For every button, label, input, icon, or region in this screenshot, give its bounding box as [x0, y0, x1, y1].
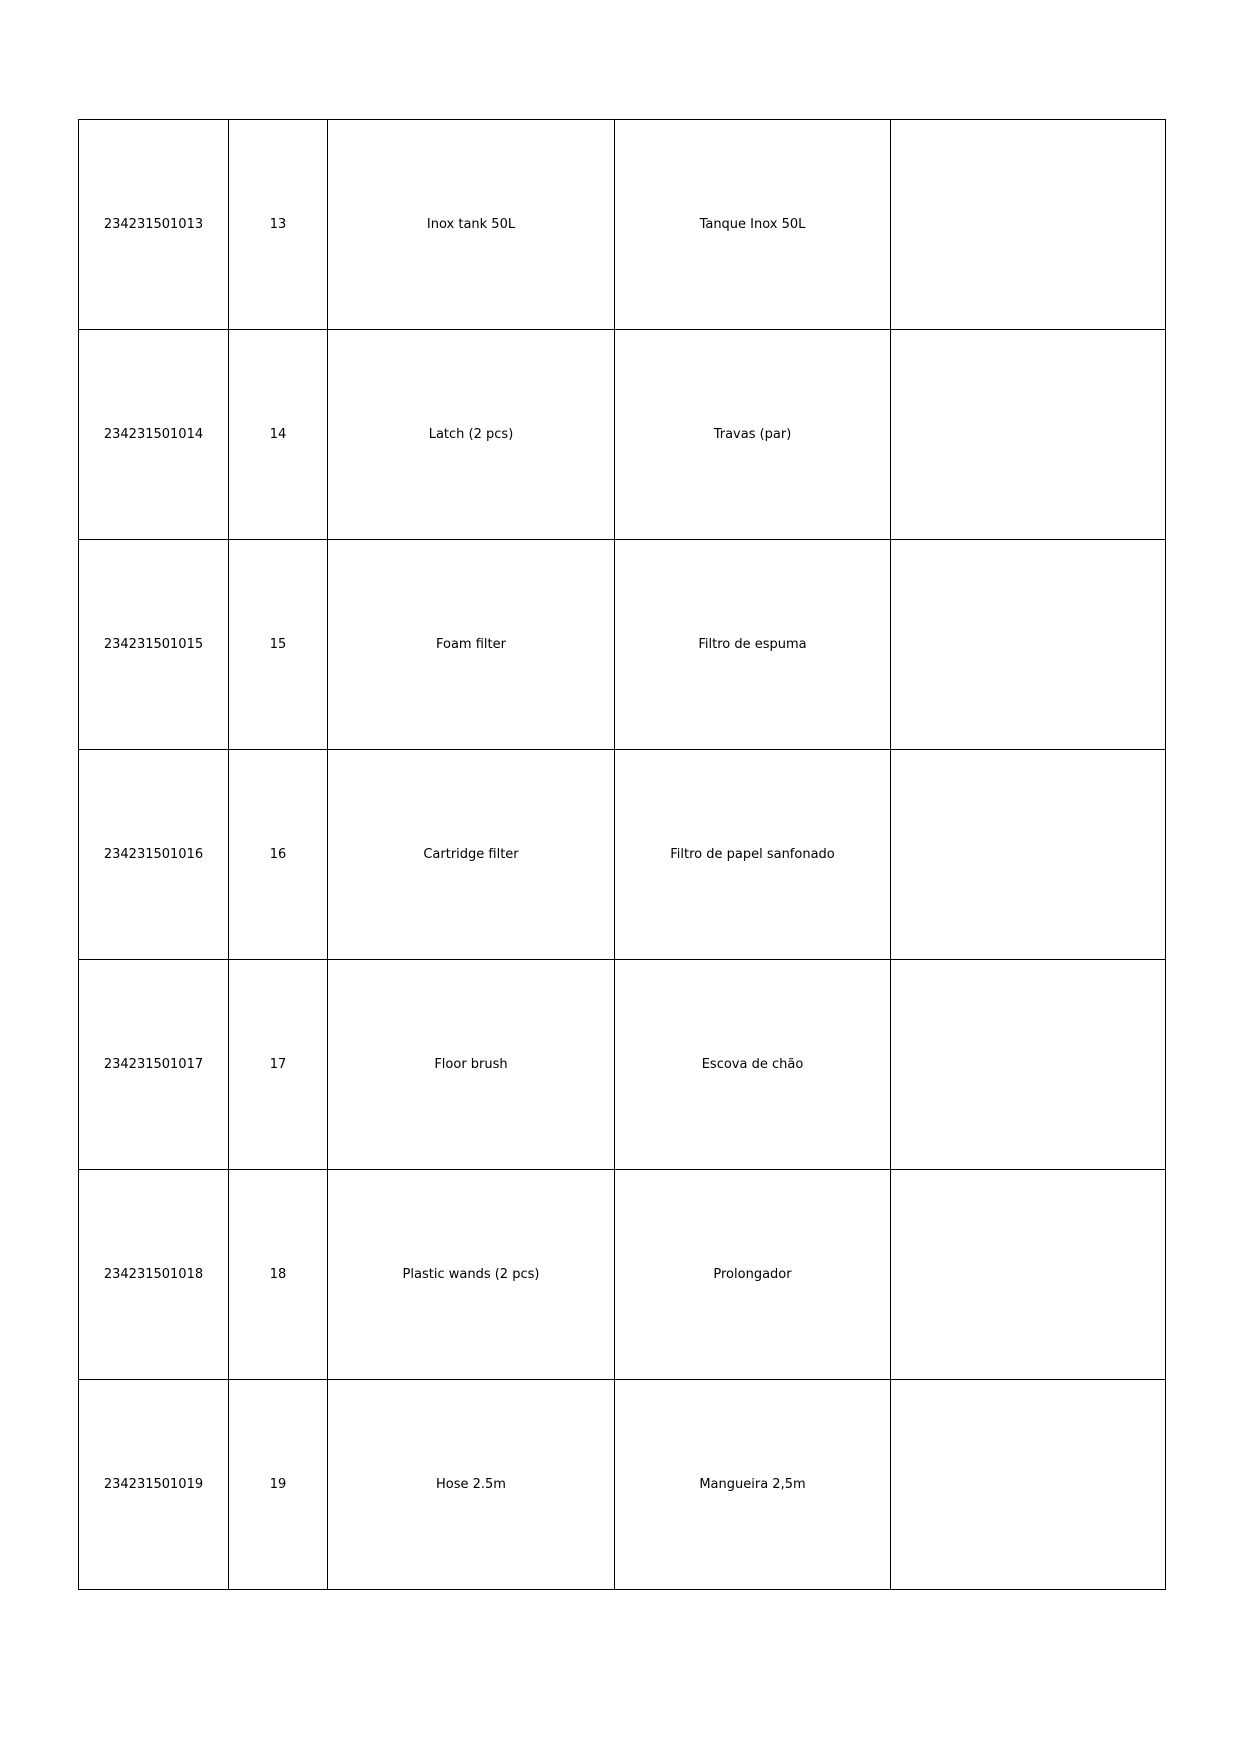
- table-row: [79, 750, 1166, 960]
- part-code-cell: 234231501017: [79, 960, 229, 1170]
- part-code-cell: 234231501014: [79, 330, 229, 540]
- item-number-cell: 19: [229, 1380, 328, 1590]
- notes-cell: [891, 330, 1166, 540]
- part-code-cell: 234231501013: [79, 120, 229, 330]
- notes-cell: [891, 750, 1166, 960]
- description-pt-cell: Filtro de espuma: [615, 540, 891, 750]
- description-pt-cell: Escova de chão: [615, 960, 891, 1170]
- description-en-cell: Latch (2 pcs): [328, 330, 615, 540]
- part-code-cell: 234231501019: [79, 1380, 229, 1590]
- part-code-cell: 234231501016: [79, 750, 229, 960]
- table-row: [79, 960, 1166, 1170]
- description-pt-cell: Tanque Inox 50L: [615, 120, 891, 330]
- notes-cell: [891, 540, 1166, 750]
- description-en-cell: Cartridge filter: [328, 750, 615, 960]
- item-number-cell: 13: [229, 120, 328, 330]
- table-row: [79, 330, 1166, 540]
- part-code-cell: 234231501018: [79, 1170, 229, 1380]
- notes-cell: [891, 960, 1166, 1170]
- item-number-cell: 15: [229, 540, 328, 750]
- description-en-cell: Hose 2.5m: [328, 1380, 615, 1590]
- item-number-cell: 17: [229, 960, 328, 1170]
- description-pt-cell: Travas (par): [615, 330, 891, 540]
- description-en-cell: Foam filter: [328, 540, 615, 750]
- notes-cell: [891, 1380, 1166, 1590]
- item-number-cell: 16: [229, 750, 328, 960]
- description-pt-cell: Prolongador: [615, 1170, 891, 1380]
- table-row: [79, 540, 1166, 750]
- item-number-cell: 14: [229, 330, 328, 540]
- item-number-cell: 18: [229, 1170, 328, 1380]
- description-en-cell: Inox tank 50L: [328, 120, 615, 330]
- description-en-cell: Floor brush: [328, 960, 615, 1170]
- notes-cell: [891, 120, 1166, 330]
- parts-table: [78, 119, 1166, 1590]
- table-row: [79, 120, 1166, 330]
- table-row: [79, 1170, 1166, 1380]
- description-pt-cell: Mangueira 2,5m: [615, 1380, 891, 1590]
- description-pt-cell: Filtro de papel sanfonado: [615, 750, 891, 960]
- part-code-cell: 234231501015: [79, 540, 229, 750]
- table-row: [79, 1380, 1166, 1590]
- description-en-cell: Plastic wands (2 pcs): [328, 1170, 615, 1380]
- notes-cell: [891, 1170, 1166, 1380]
